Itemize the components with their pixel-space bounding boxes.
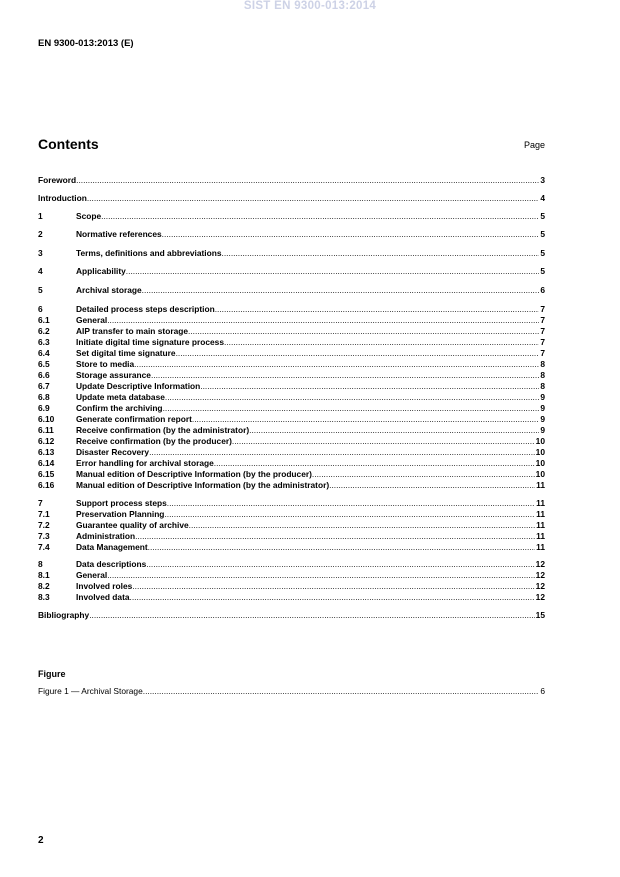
toc-entry-number: 6.10 <box>38 414 55 424</box>
toc-entry-number: 2 <box>38 229 43 239</box>
toc-entry-page: 10 <box>535 469 545 479</box>
toc-entry-page: 9 <box>540 414 545 424</box>
toc-entry-page: 12 <box>535 581 545 591</box>
toc-entry-number: 8.2 <box>38 581 50 591</box>
toc-entry[interactable] <box>38 498 545 509</box>
toc-entry-number: 8.1 <box>38 570 50 580</box>
toc-leader-dots <box>200 381 539 392</box>
toc-entry-number: 6.16 <box>38 480 55 490</box>
toc-entry-title: Scope <box>76 211 102 221</box>
toc-entry-page: 7 <box>540 326 545 336</box>
toc-entry[interactable] <box>38 304 545 315</box>
toc-entry-title: Detailed process steps description <box>76 304 215 314</box>
toc-entry-page: 5 <box>540 248 545 258</box>
toc-entry[interactable] <box>38 542 545 553</box>
toc-entry-page: 3 <box>540 175 545 185</box>
toc-leader-dots <box>312 469 535 480</box>
toc-entry[interactable] <box>38 403 545 414</box>
toc-entry-title: Support process steps <box>76 498 167 508</box>
toc-entry-title: Generate confirmation report <box>76 414 192 424</box>
toc-entry-title: Disaster Recovery <box>76 447 150 457</box>
figure-entry-title: Figure 1 — Archival Storage <box>38 686 143 696</box>
toc-entry[interactable] <box>38 266 545 277</box>
toc-entry-title: AIP transfer to main storage <box>76 326 189 336</box>
toc-leader-dots <box>149 447 535 458</box>
toc-entry-page: 11 <box>536 531 545 541</box>
toc-entry-page: 8 <box>540 370 545 380</box>
toc-entry-page: 8 <box>540 381 545 391</box>
toc-entry-page: 7 <box>540 315 545 325</box>
toc-entry[interactable] <box>38 610 545 621</box>
toc-leader-dots <box>126 266 540 277</box>
toc-leader-dots <box>107 570 534 581</box>
toc-leader-dots <box>146 559 534 570</box>
toc-entry-number: 7.3 <box>38 531 50 541</box>
toc-entry-page: 5 <box>540 211 545 221</box>
toc-entry[interactable] <box>38 337 545 348</box>
toc-entry[interactable] <box>38 509 545 520</box>
toc-leader-dots <box>89 610 534 621</box>
toc-entry[interactable] <box>38 425 545 436</box>
toc-entry[interactable] <box>38 592 545 603</box>
toc-entry[interactable] <box>38 480 545 491</box>
toc-entry[interactable] <box>38 392 545 403</box>
toc-entry-number: 6.11 <box>38 425 54 435</box>
toc-leader-dots <box>142 285 540 296</box>
toc-entry-title: Manual edition of Descriptive Information (by the administrator) <box>76 480 330 490</box>
toc-entry[interactable] <box>38 315 545 326</box>
toc-leader-dots <box>130 592 535 603</box>
toc-entry-page: 5 <box>540 229 545 239</box>
toc-leader-dots <box>176 348 540 359</box>
toc-entry-page: 9 <box>540 425 545 435</box>
toc-entry[interactable] <box>38 436 545 447</box>
toc-entry-title: Foreword <box>38 175 77 185</box>
toc-entry-title: Applicability <box>76 266 126 276</box>
toc-entry-page: 10 <box>535 436 545 446</box>
toc-entry[interactable] <box>38 348 545 359</box>
toc-entry-title: Involved roles <box>76 581 133 591</box>
toc-entry[interactable] <box>38 370 545 381</box>
toc-entry-page: 11 <box>536 542 545 552</box>
toc-leader-dots <box>135 531 535 542</box>
toc-leader-dots <box>165 392 539 403</box>
toc-entry[interactable] <box>38 248 545 259</box>
toc-entry-page: 12 <box>535 570 545 580</box>
toc-entry[interactable] <box>38 193 545 204</box>
toc-entry[interactable] <box>38 229 545 240</box>
toc-entry-title: Confirm the archiving <box>76 403 163 413</box>
toc-leader-dots <box>134 359 539 370</box>
toc-entry-number: 3 <box>38 248 43 258</box>
toc-entry-number: 6.1 <box>38 315 50 325</box>
toc-entry-number: 6.8 <box>38 392 50 402</box>
toc-entry[interactable] <box>38 211 545 222</box>
toc-entry-title: Data descriptions <box>76 559 147 569</box>
toc-entry-page: 9 <box>540 403 545 413</box>
toc-leader-dots <box>163 403 540 414</box>
toc-entry-title: Error handling for archival storage <box>76 458 214 468</box>
toc-entry[interactable] <box>38 458 545 469</box>
toc-entry-title: General <box>76 570 108 580</box>
toc-entry[interactable] <box>38 381 545 392</box>
table-of-contents <box>38 175 545 621</box>
toc-entry-page: 11 <box>536 498 545 508</box>
toc-entry-title: Initiate digital time signature process <box>76 337 224 347</box>
toc-entry-page: 15 <box>535 610 545 620</box>
toc-entry-title: Normative references <box>76 229 162 239</box>
toc-leader-dots <box>249 425 539 436</box>
toc-entry-title: Receive confirmation (by the administrator) <box>76 425 250 435</box>
toc-entry-title: Terms, definitions and abbreviations <box>76 248 222 258</box>
contents-heading: Contents <box>38 136 99 152</box>
toc-entry-page: 9 <box>540 392 545 402</box>
toc-leader-dots <box>189 520 536 531</box>
toc-entry-number: 6.7 <box>38 381 50 391</box>
document-id: EN 9300-013:2013 (E) <box>38 38 134 49</box>
toc-leader-dots <box>151 370 539 381</box>
toc-entry[interactable] <box>38 581 545 592</box>
toc-leader-dots <box>101 211 539 222</box>
toc-entry-page: 12 <box>535 559 545 569</box>
toc-entry-title: Archival storage <box>76 285 142 295</box>
toc-entry[interactable] <box>38 531 545 542</box>
toc-leader-dots <box>232 436 535 447</box>
toc-leader-dots <box>192 414 539 425</box>
toc-entry-title: Receive confirmation (by the producer) <box>76 436 232 446</box>
toc-leader-dots <box>214 458 535 469</box>
toc-entry-page: 7 <box>540 304 545 314</box>
toc-entry-page: 7 <box>540 348 545 358</box>
toc-entry-number: 6.4 <box>38 348 50 358</box>
toc-leader-dots <box>222 248 540 259</box>
toc-leader-dots <box>224 337 539 348</box>
toc-entry-title: Bibliography <box>38 610 90 620</box>
toc-entry-page: 11 <box>536 509 545 519</box>
toc-entry-number: 7.2 <box>38 520 50 530</box>
toc-entry[interactable] <box>38 414 545 425</box>
toc-entry[interactable] <box>38 447 545 458</box>
toc-entry-number: 6.6 <box>38 370 50 380</box>
toc-entry-number: 6.12 <box>38 436 55 446</box>
toc-entry-page: 4 <box>540 193 545 203</box>
watermark: SIST EN 9300-013:2014 <box>243 0 377 12</box>
toc-entry-number: 6.3 <box>38 337 50 347</box>
page-number: 2 <box>38 835 44 846</box>
toc-entry-page: 7 <box>540 337 545 347</box>
toc-entry-page: 12 <box>535 592 545 602</box>
figure-entry-page: 6 <box>540 686 545 696</box>
toc-leader-dots <box>164 509 535 520</box>
toc-entry-title: Update meta database <box>76 392 165 402</box>
toc-entry-title: Update Descriptive Information <box>76 381 201 391</box>
toc-entry-page: 11 <box>536 480 545 490</box>
toc-entry-number: 4 <box>38 266 43 276</box>
toc-entry-title: Administration <box>76 531 136 541</box>
figure-list-heading: Figure <box>38 669 66 679</box>
toc-entry-title: Manual edition of Descriptive Information (by the producer) <box>76 469 312 479</box>
toc-entry[interactable] <box>38 570 545 581</box>
toc-entry-number: 6 <box>38 304 43 314</box>
toc-entry-title: Introduction <box>38 193 87 203</box>
toc-entry-number: 6.14 <box>38 458 55 468</box>
toc-entry-number: 6.9 <box>38 403 50 413</box>
toc-entry[interactable] <box>38 175 545 186</box>
toc-leader-dots <box>76 175 539 186</box>
toc-entry[interactable] <box>38 359 545 370</box>
toc-entry[interactable] <box>38 469 545 480</box>
toc-leader-dots <box>87 193 539 204</box>
toc-leader-dots <box>107 315 539 326</box>
toc-entry-number: 7 <box>38 498 43 508</box>
toc-entry-title: Preservation Planning <box>76 509 165 519</box>
toc-entry-title: General <box>76 315 108 325</box>
toc-entry-title: Involved data <box>76 592 130 602</box>
toc-leader-dots <box>167 498 535 509</box>
toc-leader-dots <box>188 326 539 337</box>
toc-entry-title: Set digital time signature <box>76 348 176 358</box>
toc-entry-page: 8 <box>540 359 545 369</box>
toc-leader-dots <box>162 229 540 240</box>
toc-entry[interactable] <box>38 326 545 337</box>
figure-entry[interactable] <box>38 686 545 697</box>
figure-list <box>38 686 545 697</box>
toc-entry-number: 6.5 <box>38 359 50 369</box>
toc-entry-number: 1 <box>38 211 43 221</box>
toc-leader-dots <box>132 581 534 592</box>
toc-entry-page: 5 <box>540 266 545 276</box>
toc-entry-number: 8.3 <box>38 592 50 602</box>
toc-entry-number: 6.13 <box>38 447 55 457</box>
toc-entry[interactable] <box>38 559 545 570</box>
toc-entry-number: 7.4 <box>38 542 50 552</box>
toc-entry[interactable] <box>38 520 545 531</box>
toc-entry-title: Store to media <box>76 359 135 369</box>
toc-leader-dots <box>148 542 535 553</box>
toc-entry[interactable] <box>38 285 545 296</box>
page-column-label: Page <box>523 140 545 150</box>
toc-entry-title: Guarantee quality of archive <box>76 520 189 530</box>
toc-entry-number: 7.1 <box>38 509 50 519</box>
toc-entry-number: 8 <box>38 559 43 569</box>
toc-entry-title: Data Management <box>76 542 148 552</box>
toc-entry-number: 6.2 <box>38 326 50 336</box>
toc-entry-title: Storage assurance <box>76 370 151 380</box>
toc-entry-number: 5 <box>38 285 43 295</box>
toc-entry-page: 11 <box>536 520 545 530</box>
toc-entry-number: 6.15 <box>38 469 55 479</box>
toc-leader-dots <box>143 686 540 697</box>
toc-entry-page: 10 <box>535 447 545 457</box>
toc-entry-page: 6 <box>540 285 545 295</box>
toc-leader-dots <box>329 480 535 491</box>
toc-entry-page: 10 <box>535 458 545 468</box>
toc-leader-dots <box>215 304 540 315</box>
